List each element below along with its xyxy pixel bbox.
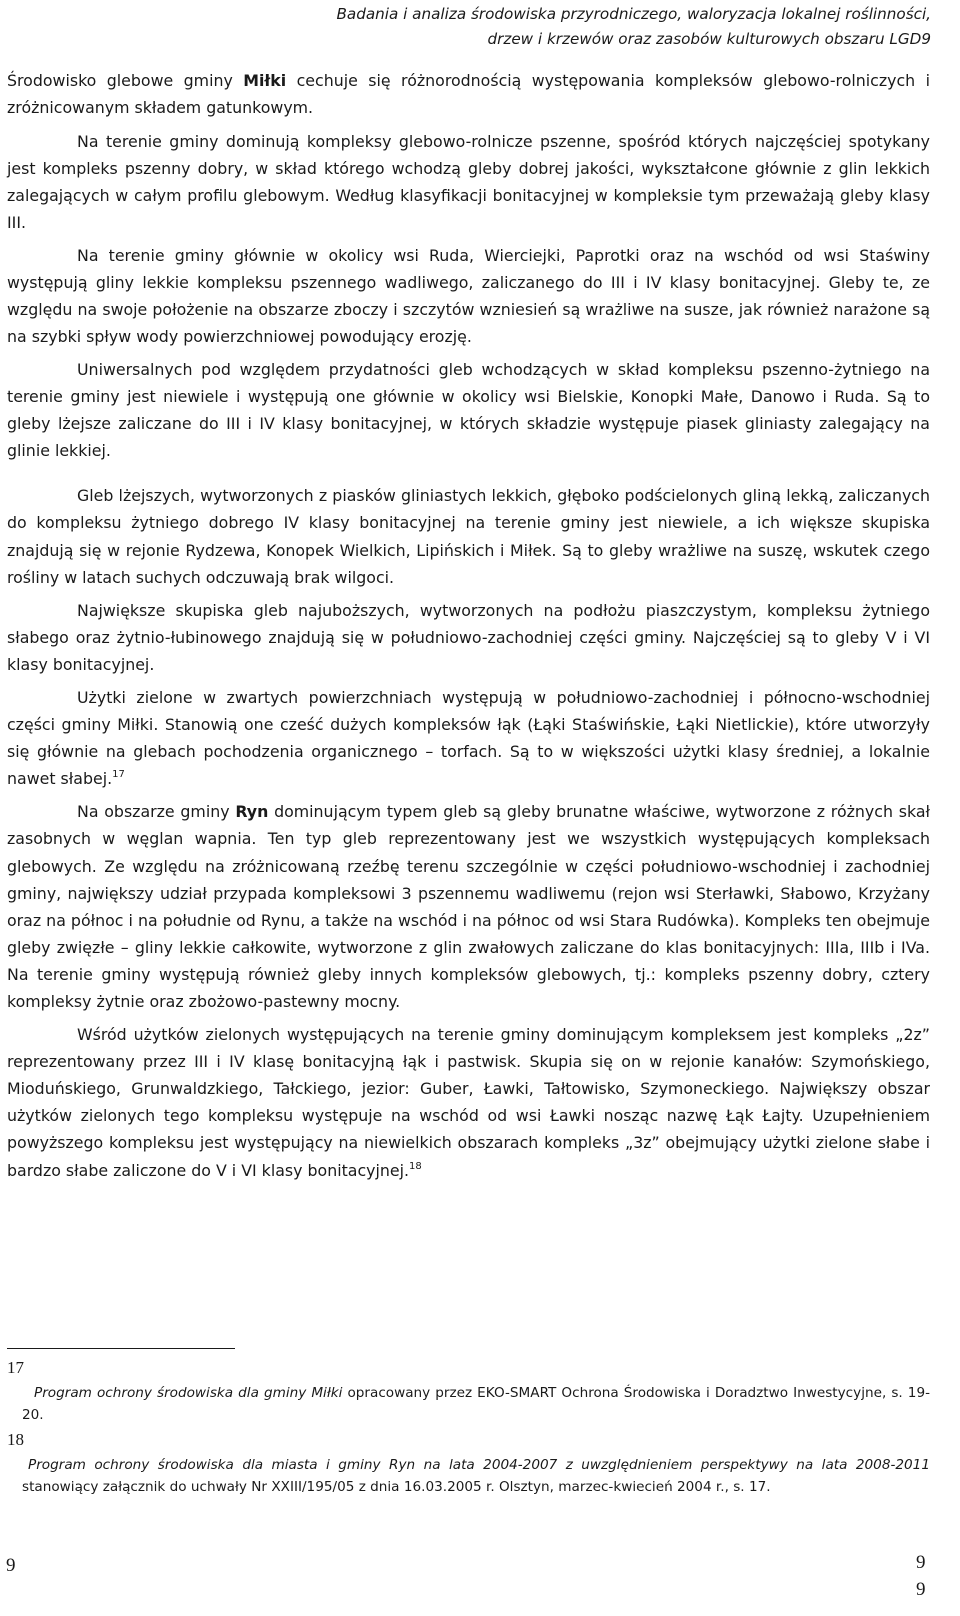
body-text bbox=[7, 67, 930, 1184]
paragraph-uzytki-zielone-milki bbox=[7, 684, 930, 792]
paragraph-ryn-gleby bbox=[7, 798, 930, 1015]
paragraph-pszenne-kompleksy: Na terenie gminy dominują kompleksy glebowo-rolnicze pszenne, spośród których najczęściej spotykany jest kompleks pszenny dobry, w skład którego wchodzą gleby dobrej jakości, wykształcone głównie z glin lekkich zalegających w całym profilu glebowym. Według klasyfikacji bonitacyjnej w kompleksie tym przeważają gleby klasy III. bbox=[7, 132, 930, 233]
footnote-rest: opracowany przez EKO-SMART Ochrona Środowiska i Doradztwo Inwestycyjne, s. 19-20. bbox=[22, 1385, 930, 1423]
text-run: Użytki zielone w zwartych powierzchniach występują w południowo-zachodniej i północno-wschodniej części gminy Miłki. Stanowią one cześć dużych kompleksów łąk (Łąki Staświńskie, Łąki Nietlickie), które utworzyły się głównie na glebach pochodzenia organicznego – torfach. Są to w większości użytki klasy średniej, a lokalnie nawet słabej. bbox=[7, 687, 930, 789]
header-line-2: drzew i krzewów oraz zasobów kulturowych obszaru LGD9 bbox=[487, 30, 931, 48]
footnote-17 bbox=[22, 1382, 930, 1426]
paragraph-zytni-slaby: Największe skupiska gleb najuboższych, wytworzonych na podłożu piaszczystym, kompleksu żytniego słabego oraz żytnio-łubinowego znajdują się w południowo-zachodniej części gminy. Najczęściej są to gleby V i VI klasy bonitacyjnej. bbox=[7, 600, 930, 674]
header-line-1: Badania i analiza środowiska przyrodniczego, waloryzacja lokalnej roślinności, bbox=[336, 5, 931, 23]
page-number-right-bottom: 9 bbox=[916, 1579, 926, 1600]
text-run: Środowisko glebowe gminy bbox=[7, 71, 244, 90]
text-run: Na obszarze gminy bbox=[77, 802, 236, 822]
footnote-separator bbox=[7, 1348, 235, 1349]
bold-gmina-milki: Miłki bbox=[243, 71, 287, 90]
footnote-number-18: 18 bbox=[7, 1430, 24, 1449]
paragraph-gliny-lekkie: Na terenie gminy głównie w okolicy wsi Ruda, Wierciejki, Paprotki oraz na wschód od wsi Staświny występują gliny lekkie kompleksu pszennego wadliwego, zaliczanego do III i IV klasy bonitacyjnej. Gleby te, ze względu na swoje położenie na obszarze zboczy i szczytów wzniesień są wrażliwe na susze, jak również narażone są na szybki spływ wody powierzchniowej powodujący erozję. bbox=[7, 245, 930, 346]
page-number-left: 9 bbox=[6, 1555, 16, 1576]
paragraph-uzytki-zielone-ryn bbox=[7, 1021, 930, 1184]
page-number-right-top: 9 bbox=[916, 1552, 926, 1573]
paragraph-milki-intro bbox=[7, 67, 930, 121]
footnote-title: Program ochrony środowiska dla miasta i gminy Ryn na lata 2004-2007 z uwzględnieniem perspektywy na lata 2008-2011 bbox=[28, 1457, 930, 1473]
text-run: Wśród użytków zielonych występujących na terenie gminy dominującym kompleksem jest kompleks „2z” reprezentowany przez III i IV klasę bonitacyjną łąk i pastwisk. Skupia się on w rejonie kanałów: Szymońskiego, Mioduńskiego, Grunwaldzkiego, Tałckiego, jezior: Guber, Ławki, Tałtowisko, Szymoneckiego. Największy obszar użytków zielonych tego kompleksu występuje na wschód od wsi Ławki nosząc nazwę Łąk Łajty. Uzupełnieniem powyższego kompleksu jest występujący na niewielkich obszarach kompleks „3z” obejmujący użytki zielone słabe i bardzo słabe zaliczone do V i VI klasy bonitacyjnej. bbox=[7, 1025, 930, 1180]
text-run: cechuje się różnorodnością występowania kompleksów glebowo-rolniczych i zróżnicowanym składem gatunkowym. bbox=[7, 71, 931, 118]
paragraph-zytni-dobry: Gleb lżejszych, wytworzonych z piasków gliniastych lekkich, głęboko podścielonych gliną lekką, zaliczanych do kompleksu żytniego dobrego IV klasy bonitacyjnej na terenie gminy jest niewiele, a ich większe skupiska znajdują się w rejonie Rydzewa, Konopek Wielkich, Lipińskich i Miłek. Są to gleby wrażliwe na suszę, wskutek czego rośliny w latach suchych odczuwają brak wilgoci. bbox=[7, 486, 930, 587]
footnote-ref-18[interactable]: 18 bbox=[409, 1160, 422, 1172]
footnote-number-17: 17 bbox=[7, 1358, 24, 1377]
bold-gmina-ryn: Ryn bbox=[235, 802, 269, 822]
text-run: dominującym typem gleb są gleby brunatne właściwe, wytworzone z różnych skał zasobnych w węglan wapnia. Ten typ gleb reprezentowany jest we wszystkich występujących kompleksach glebowych. Ze względu na zróżnicowaną rzeźbę terenu szczególnie w części południowo-wschodniej i zachodniej gminy, największy udział przypada kompleksowi 3 pszennemu wadliwemu (rejon wsi Sterławki, Słabowo, Krzyżany oraz na północ i na południe od Rynu, a także na wschód i na północ od wsi Stara Rudówka). Kompleks ten obejmuje gleby zwięzłe – gliny lekkie całkowite, wytworzone z glin zwałowych zaliczane do klas bonitacyjnych: IIIa, IIIb i IVa. Na terenie gminy występują również gleby innych kompleksów glebowych, tj.: kompleks pszenny dobry, cztery kompleksy żytnie oraz zbożowo-pastewny mocny. bbox=[7, 802, 930, 1011]
footnote-title: Program ochrony środowiska dla gminy Miłki bbox=[34, 1385, 343, 1401]
paragraph-pszenno-zytni: Uniwersalnych pod względem przydatności gleb wchodzących w skład kompleksu pszenno-żytniego na terenie gminy jest niewiele i występują one głównie w okolicy wsi Bielskie, Konopki Małe, Danowo i Ruda. Są to gleby lżejsze zaliczane do III i IV klasy bonitacyjnej, w których składzie występuje piasek gliniasty zalegający na glinie lekkiej. bbox=[7, 359, 930, 461]
footnote-rest: stanowiący załącznik do uchwały Nr XXIII/195/05 z dnia 16.03.2005 r. Olsztyn, marzec-kwiecień 2004 r., s. 17. bbox=[22, 1479, 771, 1495]
footnote-ref-17[interactable]: 17 bbox=[112, 769, 125, 781]
footnote-18 bbox=[22, 1454, 930, 1498]
running-header bbox=[336, 2, 931, 52]
